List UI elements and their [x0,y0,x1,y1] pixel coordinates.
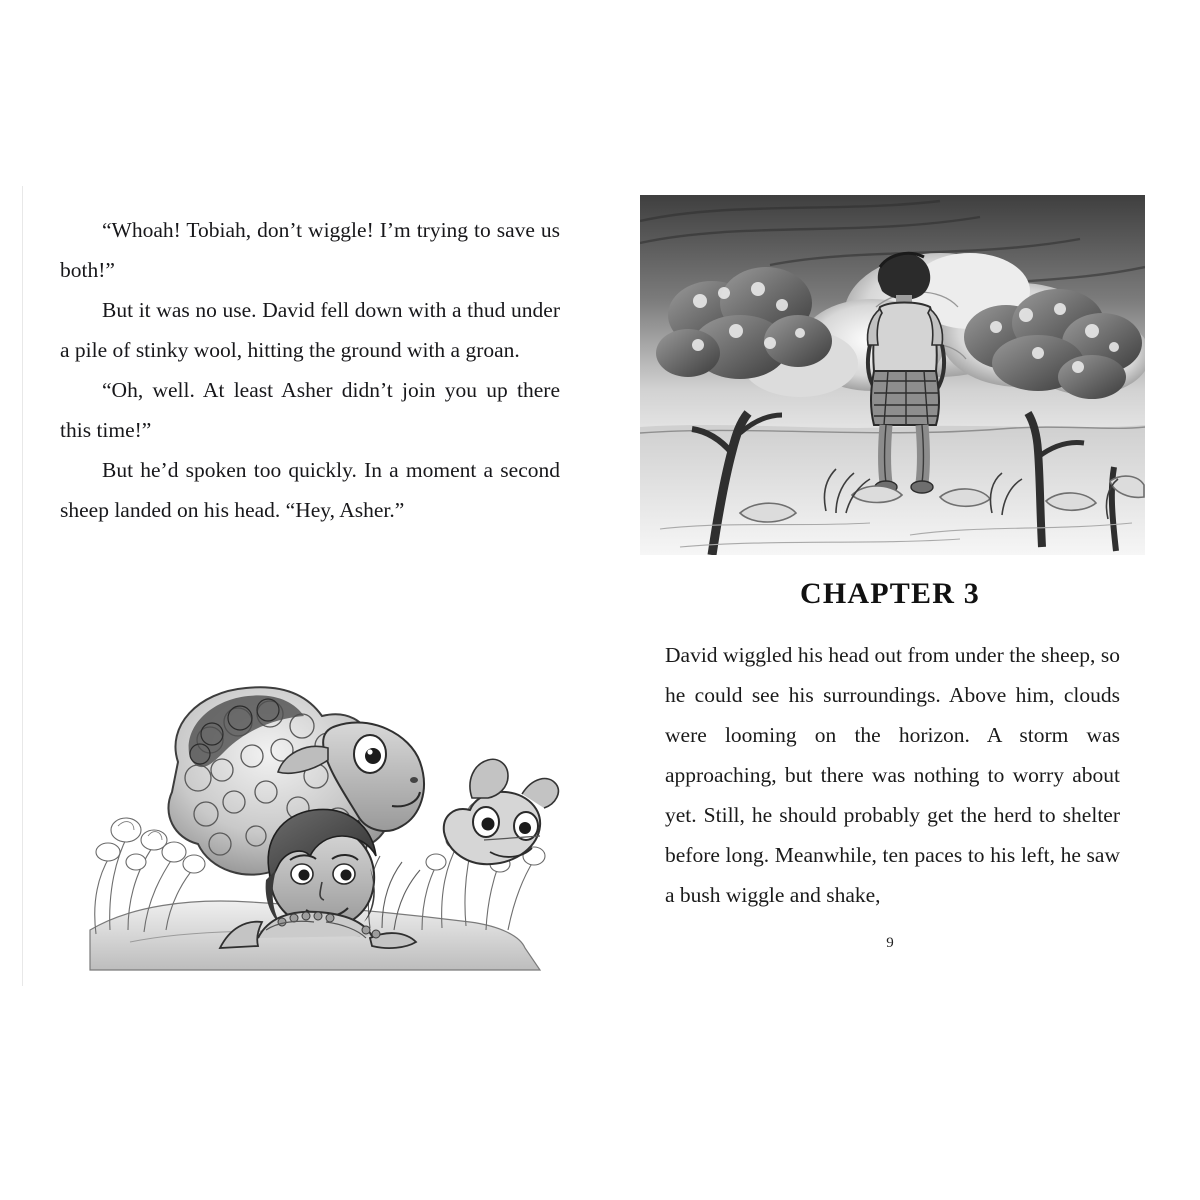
paragraph: “Oh, well. At least Asher didn’t join you up there this time!” [60,378,560,442]
right-page [640,195,1140,985]
paragraph: But he’d spoken too quickly. In a moment a second sheep landed on his head. “Hey, Asher.” [60,458,560,522]
sheep-and-boy-in-flowers-illustration [70,630,560,980]
boy-watching-storm-clouds-illustration [640,195,1145,555]
page-number: 9 [886,935,894,951]
paragraph: But it was no use. David fell down with a thud under a pile of stinky wool, hitting the ground with a groan. [60,298,560,362]
paragraph: “Whoah! Tobiah, don’t wiggle! I’m trying to save us both!” [60,218,560,282]
page-gutter-divider [22,186,23,986]
left-page [60,210,560,970]
chapter-heading: CHAPTER 3 [800,577,980,610]
paragraph: David wiggled his head out from under the sheep, so he could see his surroundings. Above him, clouds were looming on the horizon. A storm was approaching, but there was nothing to worry about yet. Still, he should probably get the herd to shelter before long. Meanwhile, ten paces to his left, he saw a bush wiggle and shake, [665,643,1120,907]
left-page-text-block [60,210,560,530]
right-page-text-block [665,635,1120,915]
